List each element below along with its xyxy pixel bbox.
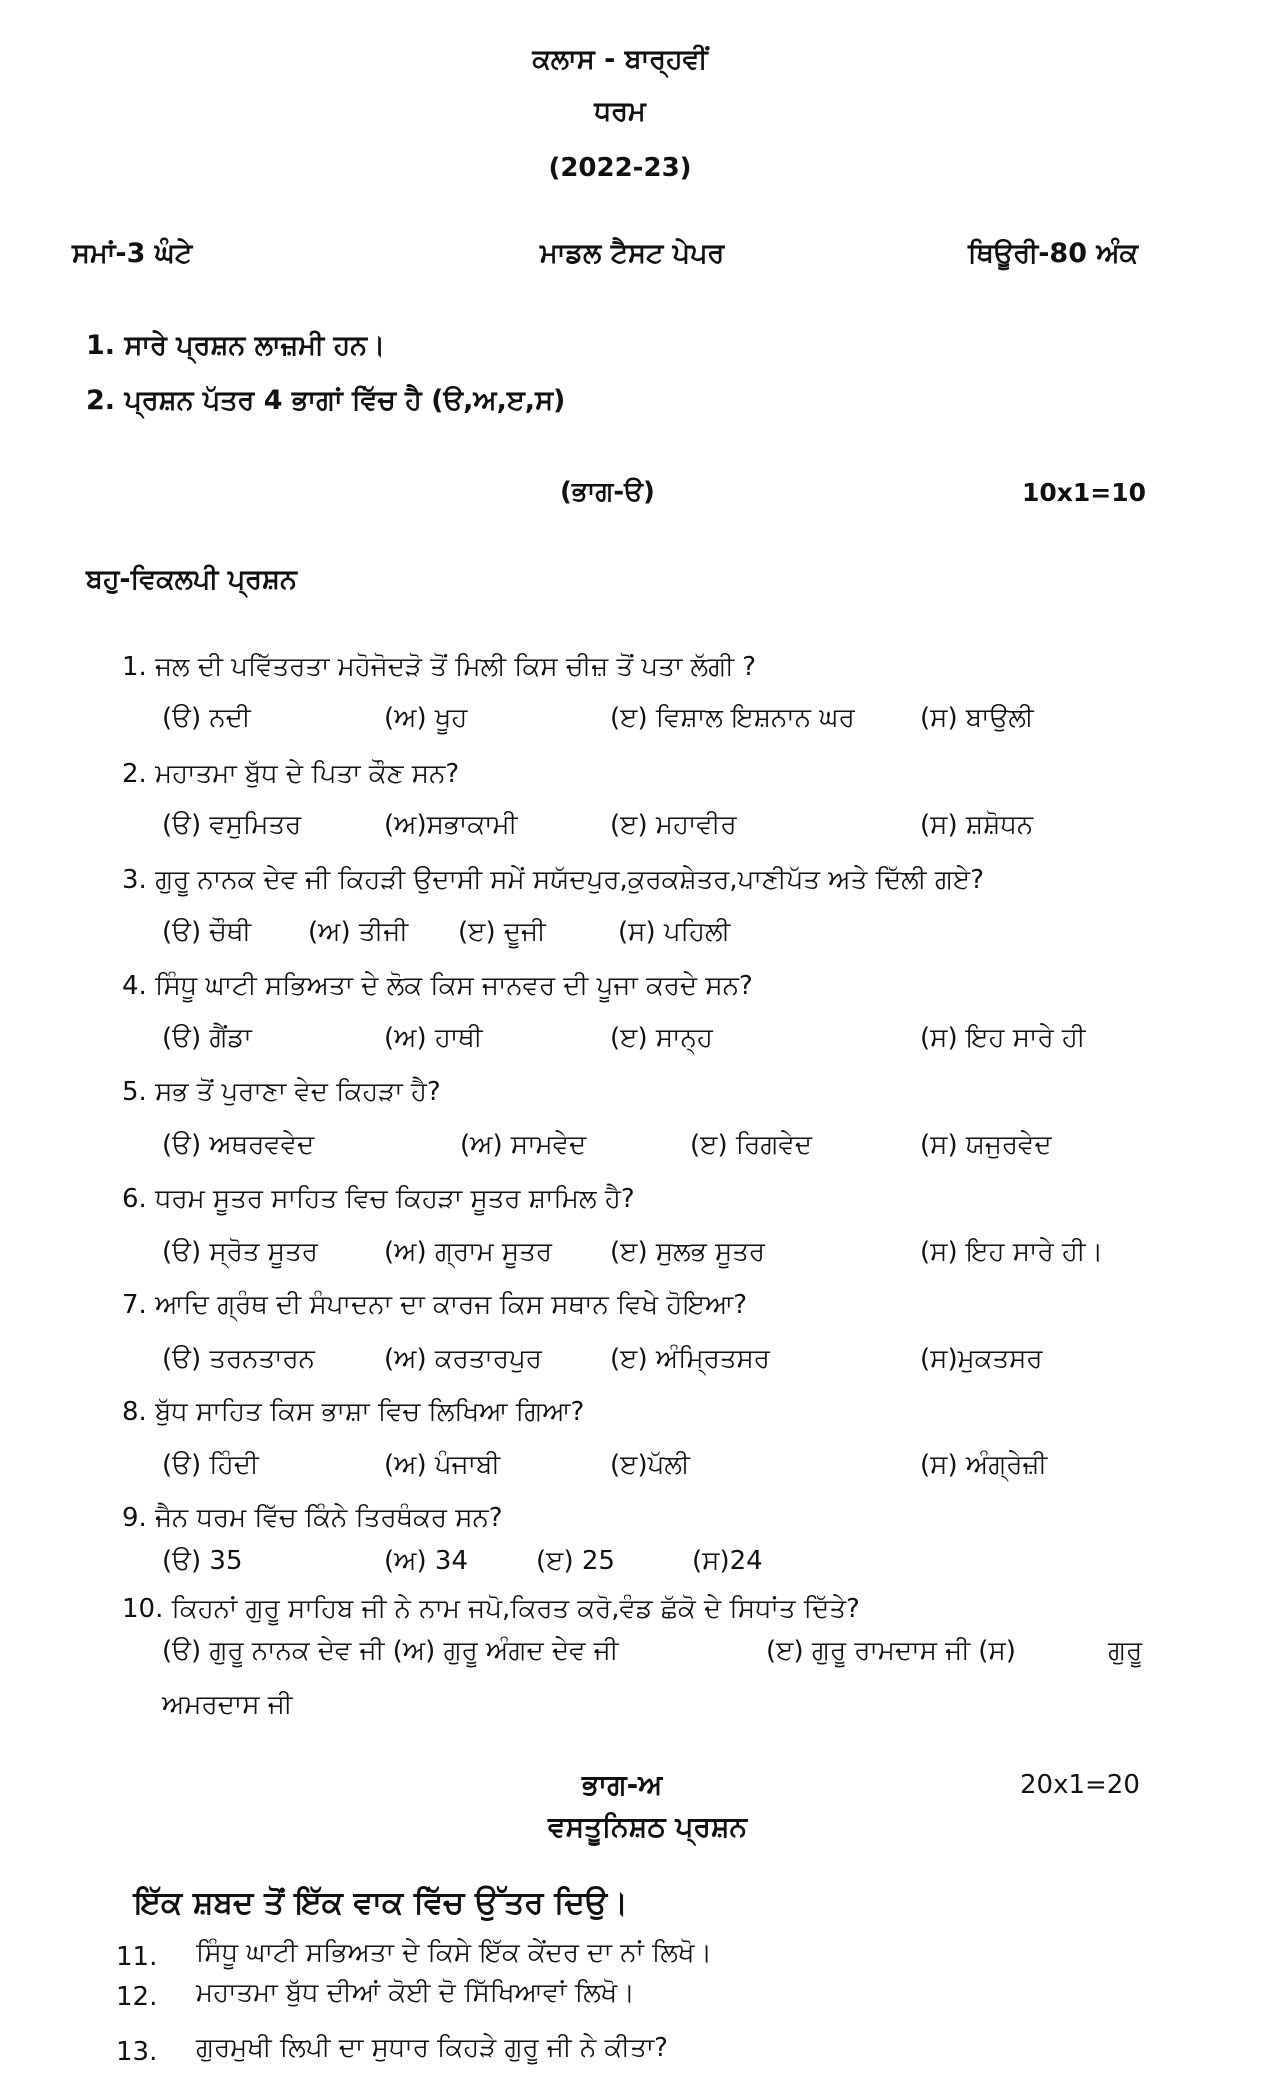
part-b-heading: ਵਸਤੂਨਿਸ਼ਠ ਪ੍ਰਸ਼ਨ bbox=[548, 1810, 747, 1843]
part-a-heading: ਬਹੁ-ਵਿਕਲਪੀ ਪ੍ਰਸ਼ਨ bbox=[86, 564, 297, 595]
q3-option-a: (ੳ) ਚੌਥੀ bbox=[162, 917, 252, 947]
question-11-number: 11. bbox=[116, 1942, 158, 1972]
question-4: 4. ਸਿੰਧੂ ਘਾਟੀ ਸਭਿਅਤਾ ਦੇ ਲੋਕ ਕਿਸ ਜਾਨਵਰ ਦੀ ਪੂਜਾ ਕਰਦੇ ਸਨ? bbox=[122, 971, 753, 1001]
question-1: 1. ਜਲ ਦੀ ਪਵਿੱਤਰਤਾ ਮਹੋਜੋਦੜੋ ਤੋਂ ਮਿਲੀ ਕਿਸ ਚੀਜ਼ ਤੋਂ ਪਤਾ ਲੱਗੀ ? bbox=[122, 652, 757, 682]
q6-option-d: (ਸ) ਇਹ ਸਾਰੇ ਹੀ। bbox=[920, 1237, 1104, 1267]
q7-option-d: (ਸ)ਮੁਕਤਸਰ bbox=[920, 1344, 1043, 1374]
q4-option-c: (ੲ) ਸਾਨ੍ਹ bbox=[610, 1023, 713, 1053]
q9-option-a: (ੳ) 35 bbox=[162, 1546, 243, 1576]
question-13-number: 13. bbox=[116, 2037, 158, 2067]
q4-option-d: (ਸ) ਇਹ ਸਾਰੇ ਹੀ bbox=[920, 1023, 1086, 1053]
session-year: (2022-23) bbox=[548, 153, 692, 183]
question-7: 7. ਆਦਿ ਗ੍ਰੰਥ ਦੀ ਸੰਪਾਦਨਾ ਦਾ ਕਾਰਜ ਕਿਸ ਸਥਾਨ ਵਿਖੇ ਹੋਇਆ? bbox=[122, 1290, 748, 1320]
q2-option-a: (ੳ) ਵਸੁਮਿਤਰ bbox=[162, 810, 302, 840]
q1-option-b: (ਅ) ਖੂਹ bbox=[384, 703, 468, 733]
class-title: ਕਲਾਸ - ਬਾਰ੍ਹਵੀਂ bbox=[532, 44, 708, 75]
paper-type: ਮਾਡਲ ਟੈਸਟ ਪੇਪਰ bbox=[540, 238, 725, 269]
part-a-marks: 10x1=10 bbox=[1022, 478, 1147, 507]
q3-option-b: (ਅ) ਤੀਜੀ bbox=[308, 917, 409, 947]
part-b-title: ਭਾਗ-ਅ bbox=[582, 1768, 663, 1801]
q4-option-b: (ਅ) ਹਾਥੀ bbox=[384, 1023, 483, 1053]
q10-options-cd: (ੲ) ਗੁਰੂ ਰਾਮਦਾਸ ਜੀ (ਸ) bbox=[766, 1636, 1016, 1666]
q5-option-d: (ਸ) ਯਜੁਰਵੇਦ bbox=[920, 1130, 1052, 1160]
part-b-marks: 20x1=20 bbox=[1020, 1770, 1140, 1800]
q5-option-c: (ੲ) ਰਿਗਵੇਦ bbox=[690, 1130, 812, 1160]
q9-option-c: (ੲ) 25 bbox=[536, 1546, 615, 1576]
q7-option-c: (ੲ) ਅੰਮ੍ਰਿਤਸਰ bbox=[610, 1344, 770, 1374]
instruction-1: 1. ਸਾਰੇ ਪ੍ਰਸ਼ਨ ਲਾਜ਼ਮੀ ਹਨ। bbox=[86, 330, 386, 361]
q6-option-b: (ਅ) ਗ੍ਰਾਮ ਸੂਤਰ bbox=[384, 1237, 553, 1267]
q6-option-a: (ੳ) ਸ੍ਰੋਤ ਸੂਤਰ bbox=[162, 1237, 318, 1267]
question-13: ਗੁਰਮੁਖੀ ਲਿਪੀ ਦਾ ਸੁਧਾਰ ਕਿਹੜੇ ਗੁਰੂ ਜੀ ਨੇ ਕੀਤਾ? bbox=[196, 2033, 668, 2063]
q9-option-b: (ਅ) 34 bbox=[384, 1546, 468, 1576]
question-11: ਸਿੰਧੂ ਘਾਟੀ ਸਭਿਅਤਾ ਦੇ ਕਿਸੇ ਇੱਕ ਕੇਂਦਰ ਦਾ ਨਾਂ ਲਿਖੋ। bbox=[196, 1938, 713, 1968]
question-2: 2. ਮਹਾਤਮਾ ਬੁੱਧ ਦੇ ਪਿਤਾ ਕੌਣ ਸਨ? bbox=[122, 759, 460, 789]
q3-option-d: (ਸ) ਪਹਿਲੀ bbox=[618, 917, 731, 947]
q3-option-c: (ੲ) ਦੂਜੀ bbox=[458, 917, 546, 947]
part-a-title: (ਭਾਗ-ੳ) bbox=[560, 477, 655, 507]
question-8: 8. ਬੁੱਧ ਸਾਹਿਤ ਕਿਸ ਭਾਸ਼ਾ ਵਿਚ ਲਿਖਿਆ ਗਿਆ? bbox=[122, 1397, 585, 1427]
q2-option-d: (ਸ) ਸ਼ਸ਼ੋਧਨ bbox=[920, 810, 1034, 840]
question-6: 6. ਧਰਮ ਸੂਤਰ ਸਾਹਿਤ ਵਿਚ ਕਿਹੜਾ ਸੂਤਰ ਸ਼ਾਮਿਲ ਹੈ? bbox=[122, 1184, 635, 1214]
q5-option-b: (ਅ) ਸਾਮਵੇਦ bbox=[460, 1130, 587, 1160]
q8-option-a: (ੳ) ਹਿੰਦੀ bbox=[162, 1450, 259, 1480]
q7-option-a: (ੳ) ਤਰਨਤਾਰਨ bbox=[162, 1344, 315, 1374]
q2-option-c: (ੲ) ਮਹਾਵੀਰ bbox=[610, 810, 737, 840]
q5-option-a: (ੳ) ਅਥਰਵਵੇਦ bbox=[162, 1130, 315, 1160]
q7-option-b: (ਅ) ਕਰਤਾਰਪੁਰ bbox=[384, 1344, 542, 1374]
question-3: 3. ਗੁਰੂ ਨਾਨਕ ਦੇਵ ਜੀ ਕਿਹੜੀ ਉਦਾਸੀ ਸਮੇਂ ਸਯੱਦਪੁਰ,ਕੁਰਕਸ਼ੇਤਰ,ਪਾਣੀਪੱਤ ਅਤੇ ਦਿੱਲੀ ਗਏ? bbox=[122, 865, 985, 895]
q10-options-ab: (ੳ) ਗੁਰੂ ਨਾਨਕ ਦੇਵ ਜੀ (ਅ) ਗੁਰੂ ਅੰਗਦ ਦੇਵ ਜੀ bbox=[162, 1636, 619, 1666]
time-allowed: ਸਮਾਂ-3 ਘੰਟੇ bbox=[72, 238, 193, 269]
question-12: ਮਹਾਤਮਾ ਬੁੱਧ ਦੀਆਂ ਕੋਈ ਦੋ ਸਿੱਖਿਆਵਾਂ ਲਿਖੋ। bbox=[196, 1978, 635, 2008]
subject-title: ਧਰਮ bbox=[594, 96, 646, 127]
q1-option-c: (ੲ) ਵਿਸ਼ਾਲ ਇਸ਼ਨਾਨ ਘਰ bbox=[610, 703, 855, 733]
q4-option-a: (ੳ) ਗੈਂਡਾ bbox=[162, 1023, 252, 1053]
q10-option-d-part2: ਅਮਰਦਾਸ ਜੀ bbox=[162, 1690, 293, 1720]
q10-option-d-part1: ਗੁਰੂ bbox=[1108, 1636, 1143, 1666]
part-b-instruction: ਇੱਕ ਸ਼ਬਦ ਤੋਂ ਇੱਕ ਵਾਕ ਵਿੱਚ ਉੱਤਰ ਦਿਉ। bbox=[134, 1885, 629, 1921]
instruction-2: 2. ਪ੍ਰਸ਼ਨ ਪੱਤਰ 4 ਭਾਗਾਂ ਵਿੱਚ ਹੈ (ੳ,ਅ,ੲ,ਸ) bbox=[86, 385, 566, 416]
q2-option-b: (ਅ)ਸਭਾਕਾਮੀ bbox=[384, 810, 518, 840]
q1-option-a: (ੳ) ਨਦੀ bbox=[162, 703, 251, 733]
q8-option-d: (ਸ) ਅੰਗ੍ਰੇਜ਼ੀ bbox=[920, 1450, 1048, 1480]
q8-option-b: (ਅ) ਪੰਜਾਬੀ bbox=[384, 1450, 501, 1480]
total-marks: ਥਿਊਰੀ-80 ਅੰਕ bbox=[968, 238, 1139, 269]
question-10: 10. ਕਿਹਨਾਂ ਗੁਰੂ ਸਾਹਿਬ ਜੀ ਨੇ ਨਾਮ ਜਪੋ,ਕਿਰਤ ਕਰੋ,ਵੰਡ ਛੱਕੋ ਦੇ ਸਿਧਾਂਤ ਦਿੱਤੇ? bbox=[122, 1594, 860, 1624]
question-9: 9. ਜੈਨ ਧਰਮ ਵਿੱਚ ਕਿੰਨੇ ਤਿਰਥੰਕਰ ਸਨ? bbox=[122, 1503, 503, 1533]
q1-option-d: (ਸ) ਬਾਉਲੀ bbox=[920, 703, 1034, 733]
q8-option-c: (ੲ)ਪੱਲੀ bbox=[610, 1450, 690, 1480]
question-5: 5. ਸਭ ਤੋਂ ਪੁਰਾਣਾ ਵੇਦ ਕਿਹੜਾ ਹੈ? bbox=[122, 1077, 441, 1107]
question-12-number: 12. bbox=[116, 1982, 158, 2012]
q6-option-c: (ੲ) ਸੁਲਭ ਸੂਤਰ bbox=[610, 1237, 766, 1267]
q9-option-d: (ਸ)24 bbox=[692, 1546, 763, 1576]
